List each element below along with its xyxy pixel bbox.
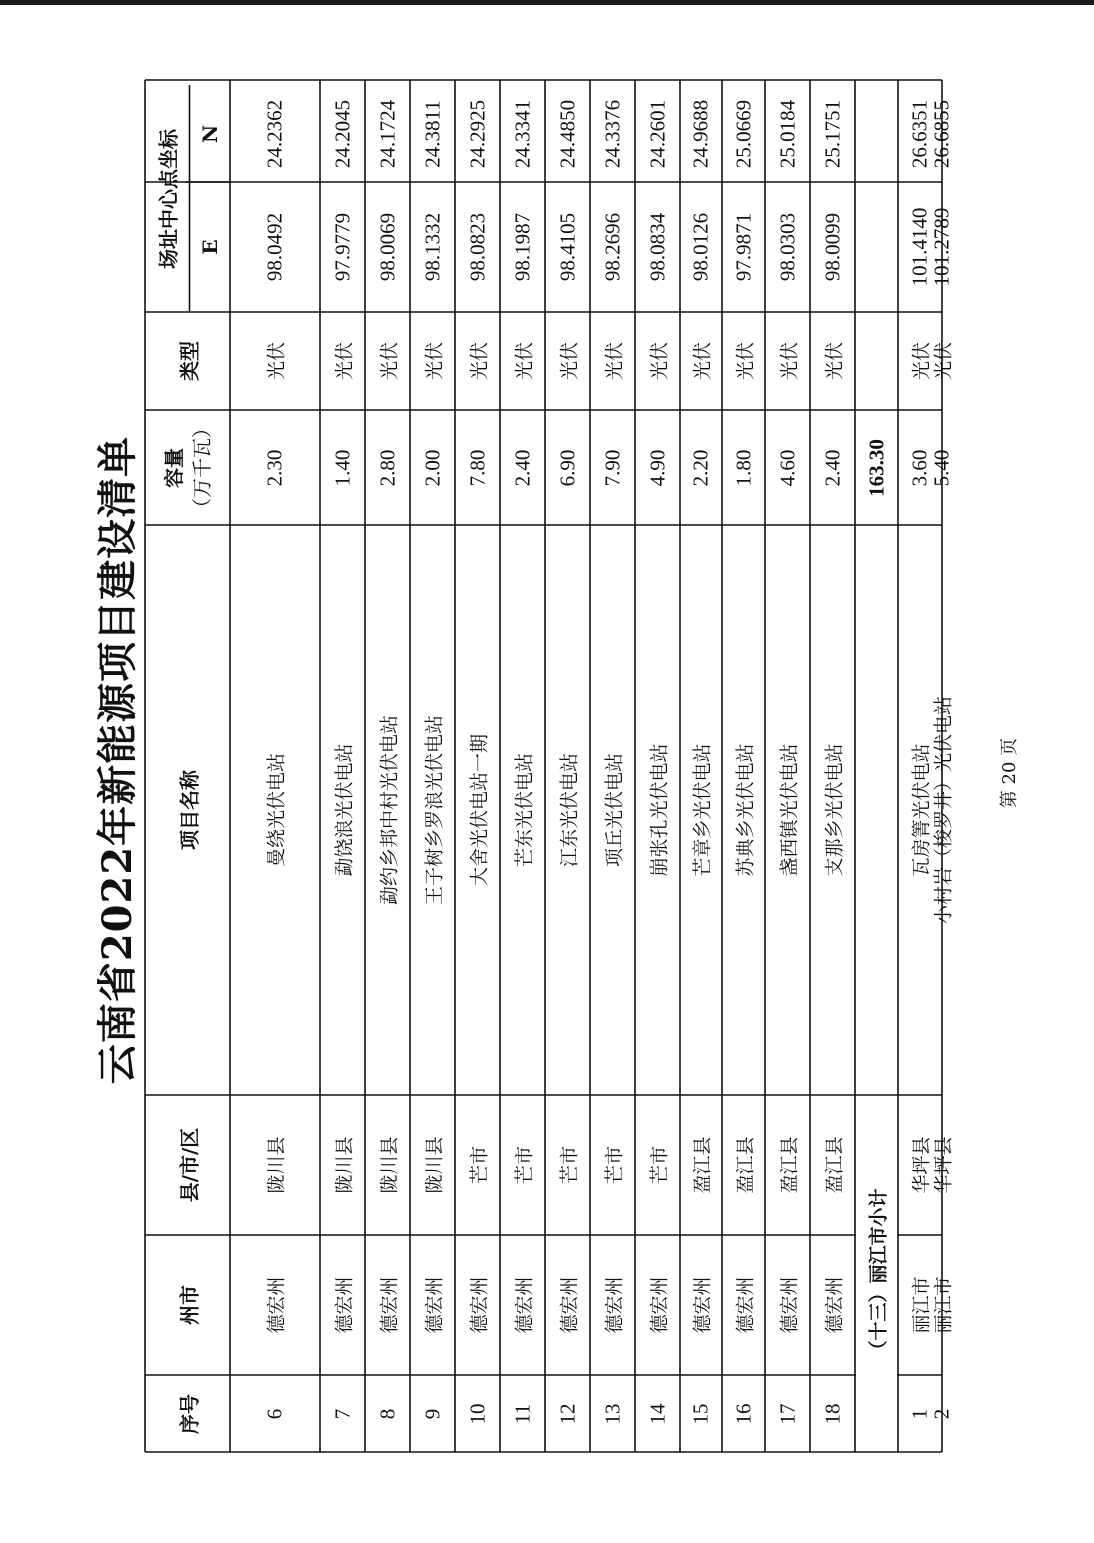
- row-15-prefecture: [680, 1235, 722, 1375]
- header-county: [145, 1095, 230, 1235]
- header-capacity: [145, 410, 230, 525]
- row-17-capacity-text: 4.60: [775, 449, 799, 486]
- row-6-no-text: 6: [262, 1408, 287, 1419]
- row-13-name: [590, 525, 635, 1095]
- row-6-e: [230, 182, 320, 312]
- row-9-name: [410, 525, 455, 1095]
- row-18-no: [810, 1375, 855, 1452]
- row-13-prefecture: [590, 1235, 635, 1375]
- lijiang-row-1-n-text: 26.6351: [907, 99, 932, 168]
- row-6-name-text: 曼绕光伏电站: [265, 752, 288, 868]
- page-number: 第 20 页: [999, 737, 1020, 809]
- row-6-prefecture-text: 德宏州: [265, 1276, 288, 1334]
- row-6-type: [230, 312, 320, 410]
- row-14-n-text: 24.2601: [645, 99, 669, 168]
- row-17-e-text: 98.0303: [775, 212, 799, 282]
- row-9-n-text: 24.3811: [420, 99, 444, 168]
- row-17-county: [765, 1095, 810, 1235]
- row-9-capacity: [410, 410, 455, 525]
- row-18-type: [810, 312, 855, 410]
- page-title: 云南省2022年新能源项目建设清单: [94, 435, 141, 1085]
- row-11-county-text: 芒市: [513, 1145, 535, 1185]
- row-8-prefecture: [365, 1235, 410, 1375]
- row-12-n-text: 24.4850: [555, 99, 579, 168]
- row-15-n: [680, 85, 722, 182]
- row-14-type-text: 光伏: [648, 341, 670, 381]
- row-8-prefecture-text: 德宏州: [378, 1276, 400, 1334]
- row-6-capacity-text: 2.30: [262, 449, 287, 486]
- row-10-name-text: 大舍光伏电站一期: [468, 733, 490, 887]
- row-11-e: [500, 182, 545, 312]
- row-8-name: [365, 525, 410, 1095]
- lijiang-row-2-capacity-text: 5.40: [929, 449, 954, 486]
- row-14-type: [635, 312, 680, 410]
- row-17-n-text: 25.0184: [775, 99, 799, 168]
- row-16-no: [722, 1375, 765, 1452]
- row-16-name-text: 苏典乡光伏电站: [734, 743, 756, 877]
- row-15-no-text: 15: [688, 1403, 713, 1424]
- row-9-no-text: 9: [420, 1408, 444, 1419]
- row-9-county: [410, 1095, 455, 1235]
- row-10-prefecture-text: 德宏州: [468, 1276, 490, 1334]
- row-18-capacity: [810, 410, 855, 525]
- row-14-prefecture-text: 德宏州: [648, 1276, 670, 1334]
- row-18-e: [810, 182, 855, 312]
- row-8-name-text: 勐约乡邦中村光伏电站: [378, 714, 400, 906]
- row-10-county-text: 芒市: [468, 1145, 490, 1185]
- row-15-e: [680, 182, 722, 312]
- row-12-type: [545, 312, 590, 410]
- row-6-type-text: 光伏: [265, 341, 288, 381]
- row-12-e-text: 98.4105: [555, 212, 579, 282]
- row-17-n: [765, 85, 810, 182]
- row-11-type-text: 光伏: [513, 341, 535, 381]
- row-7-no-text: 7: [330, 1408, 354, 1419]
- row-8-county-text: 陇川县: [378, 1136, 400, 1194]
- row-12-type-text: 光伏: [558, 341, 580, 381]
- row-6-county-text: 陇川县: [265, 1136, 288, 1194]
- row-15-no: [680, 1375, 722, 1452]
- row-18-name: [810, 525, 855, 1095]
- header-e-text: E: [197, 239, 222, 255]
- row-11-e-text: 98.1987: [510, 212, 534, 282]
- row-6-county: [230, 1095, 320, 1235]
- row-16-type-text: 光伏: [734, 341, 756, 381]
- row-16-e-text: 97.9871: [731, 212, 755, 282]
- row-10-e: [455, 182, 500, 312]
- row-8-n: [365, 85, 410, 182]
- row-16-type: [722, 312, 765, 410]
- row-18-county: [810, 1095, 855, 1235]
- row-6-n-text: 24.2362: [262, 99, 287, 168]
- lijiang-row-2-no-text: 2: [929, 1408, 954, 1419]
- row-15-county: [680, 1095, 722, 1235]
- row-13-capacity-text: 7.90: [600, 449, 624, 486]
- row-8-e: [365, 182, 410, 312]
- row-9-e-text: 98.1332: [420, 212, 444, 282]
- row-14-e-text: 98.0834: [645, 212, 669, 282]
- lijiang-row-1-capacity-text: 3.60: [907, 449, 932, 486]
- row-10-n-text: 24.2925: [465, 99, 489, 168]
- row-6-name: [230, 525, 320, 1095]
- row-10-prefecture: [455, 1235, 500, 1375]
- header-n: [190, 85, 231, 182]
- lijiang-row-2-n-text: 26.6855: [929, 99, 954, 168]
- row-16-no-text: 16: [731, 1403, 755, 1424]
- row-14-name: [635, 525, 680, 1095]
- row-8-n-text: 24.1724: [375, 99, 399, 168]
- row-12-no-text: 12: [555, 1403, 579, 1424]
- row-9-n: [410, 85, 455, 182]
- header-no-text: 序号: [177, 1393, 201, 1434]
- row-6-n: [230, 85, 320, 182]
- row-11-name: [500, 525, 545, 1095]
- row-13-county-text: 芒市: [603, 1145, 625, 1185]
- row-18-county-text: 盈江县: [823, 1136, 845, 1194]
- row-14-county: [635, 1095, 680, 1235]
- lijiang-row-1-name-text: 瓦房箐光伏电站: [910, 743, 933, 877]
- row-11-n-text: 24.3341: [510, 99, 534, 168]
- row-18-name-text: 支那乡光伏电站: [823, 743, 845, 877]
- lijiang-row-2-prefecture-text: 丽江市: [932, 1276, 955, 1334]
- row-15-name: [680, 525, 722, 1095]
- header-name: [145, 525, 230, 1095]
- row-17-name-text: 盏西镇光伏电站: [778, 743, 800, 877]
- row-13-capacity: [590, 410, 635, 525]
- row-17-county-text: 盈江县: [778, 1136, 800, 1194]
- row-16-name: [722, 525, 765, 1095]
- row-6-e-text: 98.0492: [262, 212, 287, 282]
- row-13-county: [590, 1095, 635, 1235]
- row-9-no: [410, 1375, 455, 1452]
- row-11-prefecture-text: 德宏州: [513, 1276, 535, 1334]
- row-7-name: [320, 525, 365, 1095]
- row-12-prefecture-text: 德宏州: [558, 1276, 580, 1334]
- row-6-no: [230, 1375, 320, 1452]
- row-16-n: [722, 85, 765, 182]
- row-17-capacity: [765, 410, 810, 525]
- lijiang-row-2-e-text: 101.2789: [929, 207, 954, 287]
- row-11-type: [500, 312, 545, 410]
- row-8-no-text: 8: [375, 1408, 399, 1419]
- row-10-name: [455, 525, 500, 1095]
- row-7-e-text: 97.9779: [330, 212, 354, 282]
- row-10-no: [455, 1375, 500, 1452]
- row-8-capacity: [365, 410, 410, 525]
- row-17-type-text: 光伏: [778, 341, 800, 381]
- lijiang-row-1-no-text: 1: [907, 1408, 932, 1419]
- row-18-prefecture: [810, 1235, 855, 1375]
- row-8-no: [365, 1375, 410, 1452]
- row-16-e: [722, 182, 765, 312]
- row-11-name-text: 芒东光伏电站: [513, 752, 535, 868]
- row-10-capacity-text: 7.80: [465, 449, 489, 486]
- row-9-type-text: 光伏: [423, 341, 445, 381]
- row-13-name-text: 项丘光伏电站: [603, 752, 625, 868]
- row-15-county-text: 盈江县: [691, 1136, 714, 1194]
- row-10-n: [455, 85, 500, 182]
- header-coord: [145, 85, 190, 312]
- row-18-n-text: 25.1751: [820, 99, 844, 168]
- row-14-county-text: 芒市: [648, 1145, 670, 1185]
- row-17-no-text: 17: [775, 1403, 799, 1424]
- row-12-county-text: 芒市: [558, 1145, 580, 1185]
- lijiang-row-1-e-text: 101.4140: [907, 207, 932, 287]
- row-14-no-text: 14: [645, 1403, 669, 1424]
- row-7-n: [320, 85, 365, 182]
- row-15-prefecture-text: 德宏州: [691, 1276, 714, 1334]
- row-10-type: [455, 312, 500, 410]
- row-14-name-text: 崩张孔光伏电站: [648, 743, 670, 877]
- row-18-no-text: 18: [820, 1403, 844, 1424]
- row-10-no-text: 10: [465, 1403, 489, 1424]
- header-prefecture-text: 州市: [177, 1285, 201, 1325]
- row-13-e-text: 98.2696: [600, 212, 624, 282]
- row-13-type: [590, 312, 635, 410]
- row-13-type-text: 光伏: [603, 341, 625, 381]
- row-18-e-text: 98.0099: [820, 212, 844, 282]
- header-e: [190, 182, 231, 312]
- row-9-capacity-text: 2.00: [420, 449, 444, 486]
- header-coord-text: 场址中心点坐标: [156, 128, 181, 269]
- row-12-e: [545, 182, 590, 312]
- row-7-capacity-text: 1.40: [330, 449, 354, 486]
- header-type: [145, 312, 230, 410]
- row-7-capacity: [320, 410, 365, 525]
- row-7-prefecture-text: 德宏州: [333, 1276, 355, 1334]
- row-10-e-text: 98.0823: [465, 212, 489, 282]
- row-15-n-text: 24.9688: [688, 99, 713, 168]
- header-capacity-text: [160, 418, 216, 518]
- row-11-no-text: 11: [510, 1403, 534, 1424]
- row-18-n: [810, 85, 855, 182]
- row-7-name-text: 勐饶浪光伏电站: [333, 743, 355, 877]
- row-14-e: [635, 182, 680, 312]
- lijiang-row-1-county-text: 华坪县: [910, 1136, 933, 1194]
- row-12-prefecture: [545, 1235, 590, 1375]
- row-16-prefecture-text: 德宏州: [734, 1276, 756, 1334]
- row-8-type-text: 光伏: [378, 341, 400, 381]
- row-17-e: [765, 182, 810, 312]
- row-12-capacity: [545, 410, 590, 525]
- row-7-type: [320, 312, 365, 410]
- header-name-text: 项目名称: [177, 770, 201, 850]
- row-9-prefecture: [410, 1235, 455, 1375]
- row-13-e: [590, 182, 635, 312]
- row-10-county: [455, 1095, 500, 1235]
- row-15-capacity: [680, 410, 722, 525]
- row-13-no-text: 13: [600, 1403, 624, 1424]
- row-9-type: [410, 312, 455, 410]
- subtotal-label: [855, 1095, 898, 1452]
- header-capacity-label: 容量: [161, 447, 186, 488]
- row-13-prefecture-text: 德宏州: [603, 1276, 625, 1334]
- lijiang-row-2-type-text: 光伏: [932, 341, 955, 381]
- row-6-capacity: [230, 410, 320, 525]
- header-n-text: N: [197, 124, 222, 143]
- row-11-no: [500, 1375, 545, 1452]
- row-18-type-text: 光伏: [823, 341, 845, 381]
- lijiang-row-1-type-text: 光伏: [910, 341, 933, 381]
- row-12-n: [545, 85, 590, 182]
- row-7-n-text: 24.2045: [330, 99, 354, 168]
- row-9-county-text: 陇川县: [423, 1136, 445, 1194]
- header-prefecture: [145, 1235, 230, 1375]
- row-12-name: [545, 525, 590, 1095]
- row-11-capacity-text: 2.40: [510, 449, 534, 486]
- row-16-prefecture: [722, 1235, 765, 1375]
- lijiang-row-1-prefecture-text: 丽江市: [910, 1276, 933, 1334]
- row-14-capacity-text: 4.90: [645, 449, 669, 486]
- row-18-prefecture-text: 德宏州: [823, 1276, 845, 1334]
- row-17-type: [765, 312, 810, 410]
- row-16-county-text: 盈江县: [734, 1136, 756, 1194]
- row-17-prefecture-text: 德宏州: [778, 1276, 800, 1334]
- row-16-capacity-text: 1.80: [731, 449, 755, 486]
- row-7-county-text: 陇川县: [333, 1136, 355, 1194]
- row-13-n-text: 24.3376: [600, 99, 624, 168]
- row-7-prefecture: [320, 1235, 365, 1375]
- row-17-no: [765, 1375, 810, 1452]
- lijiang-row-2-name-text: 小村岩（梭罗井）光伏电站: [932, 695, 955, 925]
- row-10-capacity: [455, 410, 500, 525]
- row-14-prefecture: [635, 1235, 680, 1375]
- row-6-prefecture: [230, 1235, 320, 1375]
- row-12-county: [545, 1095, 590, 1235]
- row-15-type: [680, 312, 722, 410]
- row-11-prefecture: [500, 1235, 545, 1375]
- row-15-e-text: 98.0126: [688, 212, 713, 282]
- row-11-capacity: [500, 410, 545, 525]
- row-17-name: [765, 525, 810, 1095]
- row-15-type-text: 光伏: [691, 341, 714, 381]
- lijiang-row-2-county-text: 华坪县: [932, 1136, 955, 1194]
- row-8-capacity-text: 2.80: [375, 449, 399, 486]
- row-7-type-text: 光伏: [333, 341, 355, 381]
- row-11-county: [500, 1095, 545, 1235]
- row-15-name-text: 芒章乡光伏电站: [691, 743, 714, 877]
- row-8-county: [365, 1095, 410, 1235]
- row-13-n: [590, 85, 635, 182]
- row-8-type: [365, 312, 410, 410]
- row-14-n: [635, 85, 680, 182]
- header-no: [145, 1375, 230, 1452]
- row-11-n: [500, 85, 545, 182]
- row-8-e-text: 98.0069: [375, 212, 399, 282]
- header-county-text: 县/市/区: [177, 1127, 201, 1203]
- row-16-county: [722, 1095, 765, 1235]
- subtotal-label-text: （十三）丽江市小计: [867, 1187, 889, 1360]
- row-7-county: [320, 1095, 365, 1235]
- row-7-no: [320, 1375, 365, 1452]
- row-14-capacity: [635, 410, 680, 525]
- row-12-no: [545, 1375, 590, 1452]
- row-12-capacity-text: 6.90: [555, 449, 579, 486]
- row-9-e: [410, 182, 455, 312]
- row-7-e: [320, 182, 365, 312]
- header-type-text: 类型: [177, 341, 201, 381]
- row-13-no: [590, 1375, 635, 1452]
- subtotal-capacity-text: 163.30: [864, 438, 888, 497]
- row-10-type-text: 光伏: [468, 341, 490, 381]
- row-14-no: [635, 1375, 680, 1452]
- row-9-name-text: 王子树乡罗浪光伏电站: [423, 714, 445, 906]
- row-15-capacity-text: 2.20: [688, 449, 713, 486]
- row-12-name-text: 江东光伏电站: [558, 752, 580, 868]
- row-16-capacity: [722, 410, 765, 525]
- row-17-prefecture: [765, 1235, 810, 1375]
- subtotal-capacity: [855, 410, 898, 525]
- header-capacity-unit: （万千瓦）: [189, 417, 214, 518]
- row-18-capacity-text: 2.40: [820, 449, 844, 486]
- row-16-n-text: 25.0669: [731, 99, 755, 168]
- row-9-prefecture-text: 德宏州: [423, 1276, 445, 1334]
